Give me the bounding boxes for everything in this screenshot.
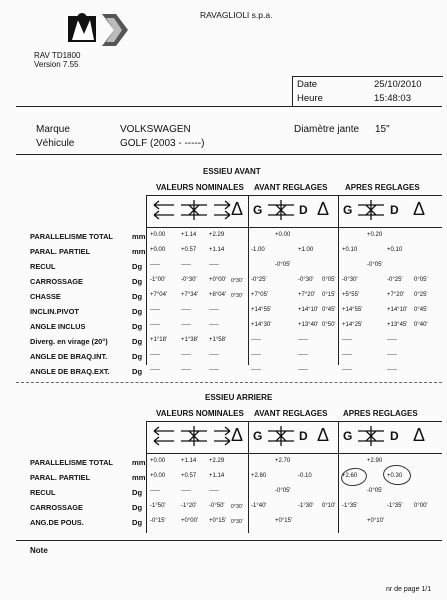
nominal-mid: ----- — [181, 322, 191, 328]
handwritten-circle-left — [340, 466, 368, 487]
after-left: +5°55' — [342, 292, 360, 298]
nominal-max: +1°58' — [209, 337, 227, 343]
row-unit: Dg — [132, 277, 143, 286]
nominal-mid: +7°34' — [181, 292, 199, 298]
nominal-min: +1°18' — [150, 337, 168, 343]
delta-symbol: Δ — [231, 425, 244, 445]
before-total: -0°05' — [275, 488, 291, 494]
row-label: CARROSSAGE — [30, 277, 83, 286]
section-separator — [16, 382, 442, 383]
nominal-min: ----- — [150, 307, 160, 313]
rim-label: Diamètre jante — [294, 124, 360, 135]
rear-axle-title: ESSIEU ARRIERE — [205, 393, 273, 402]
front-col-before: AVANT REGLAGES — [254, 183, 328, 192]
left-g-label: G — [343, 203, 353, 217]
toe-center-icon — [356, 425, 386, 447]
toe-center-icon — [266, 425, 296, 447]
toe-out-icon — [150, 200, 176, 220]
nominal-min: +7°04' — [150, 292, 168, 298]
vehicle-label: Véhicule — [36, 138, 75, 149]
before-right: +14°10' — [298, 307, 319, 313]
before-right: ----- — [298, 337, 308, 343]
right-d-label: D — [299, 429, 308, 443]
nominal-mid: +0°00' — [181, 518, 199, 524]
after-left: +14°25' — [342, 322, 363, 328]
left-g-label: G — [253, 203, 263, 217]
right-d-label: D — [390, 203, 399, 217]
after-total: -0°05' — [367, 262, 383, 268]
delta-symbol: Δ — [231, 199, 244, 219]
toe-center-icon — [356, 199, 386, 221]
after-right: ----- — [387, 337, 397, 343]
nominal-min: -1°50' — [150, 503, 166, 509]
row-label: RECUL — [30, 262, 56, 271]
row-unit: Dg — [132, 322, 143, 331]
nominal-tolerance: 0°30' — [231, 519, 243, 525]
row-unit: Dg — [132, 337, 143, 346]
toe-out-icon — [150, 426, 176, 446]
nominal-min: ----- — [150, 322, 160, 328]
divider — [16, 540, 442, 541]
front-header-top-border — [146, 195, 442, 196]
delta-symbol: Δ — [413, 425, 426, 445]
row-label: ANG.DE POUS. — [30, 518, 84, 527]
before-left: +7°05' — [251, 292, 269, 298]
row-unit: Dg — [132, 352, 143, 361]
row-label: RECUL — [30, 488, 56, 497]
nominal-min: ----- — [150, 352, 160, 358]
model-name: RAV TD1800 — [34, 51, 81, 60]
before-right: -1°30' — [298, 503, 314, 509]
after-right: ----- — [387, 352, 397, 358]
nominal-mid: ----- — [181, 262, 191, 268]
before-right: -0°30' — [298, 277, 314, 283]
nominal-mid: +1.14 — [181, 232, 197, 238]
left-g-label: G — [253, 429, 263, 443]
before-delta: 0°45' — [322, 307, 336, 313]
after-left: ----- — [342, 367, 352, 373]
handwritten-circle-right — [382, 464, 412, 487]
nominal-tolerance: 0°30' — [231, 293, 243, 299]
after-delta: 0°25' — [414, 292, 428, 298]
before-total: +0°15' — [275, 518, 293, 524]
after-left: ----- — [342, 337, 352, 343]
row-label: ANGLE DE BRAQ.INT. — [30, 352, 108, 361]
date-value: 25/10/2010 — [374, 79, 422, 90]
before-right: ----- — [298, 352, 308, 358]
delta-symbol: Δ — [317, 199, 330, 219]
after-right: -0°25' — [387, 277, 403, 283]
after-delta: 0°05' — [414, 277, 428, 283]
nominal-tolerance: 0°30' — [231, 504, 243, 510]
left-g-label: G — [343, 429, 353, 443]
before-left: ----- — [251, 367, 261, 373]
rim-value: 15" — [375, 124, 390, 135]
nominal-mid: +0.57 — [181, 473, 197, 479]
before-left: -1°40' — [251, 503, 267, 509]
after-delta: 0°45' — [414, 307, 428, 313]
nominal-mid: +0.57 — [181, 247, 197, 253]
before-delta: 0°15' — [322, 292, 336, 298]
nominal-max: ----- — [209, 352, 219, 358]
row-label: PARALLELISME TOTAL — [30, 458, 113, 467]
time-label: Heure — [297, 93, 323, 104]
row-label: CHASSE — [30, 292, 61, 301]
front-col-divider — [248, 195, 249, 365]
date-label: Date — [297, 79, 318, 90]
nominal-min: +0.00 — [150, 458, 166, 464]
nominal-min: +0.00 — [150, 247, 166, 253]
front-col-divider — [338, 195, 339, 365]
rear-col-nominal: VALEURS NOMINALES — [156, 409, 244, 418]
nominal-mid: ----- — [181, 307, 191, 313]
row-unit: Dg — [132, 292, 143, 301]
after-right: +0.10 — [387, 247, 403, 253]
nominal-max: -0°50' — [209, 503, 225, 509]
after-right: +13°45' — [387, 322, 408, 328]
model-info — [34, 51, 80, 69]
before-delta: 0°50' — [322, 322, 336, 328]
nominal-min: +0.00 — [150, 473, 166, 479]
nominal-max: +0°15' — [209, 518, 227, 524]
rear-header-bottom-border — [146, 453, 442, 454]
delta-symbol: Δ — [317, 425, 330, 445]
row-unit: mm — [132, 232, 146, 241]
before-left: +14°55' — [251, 307, 272, 313]
after-total: +0.20 — [367, 232, 383, 238]
rear-header-top-border — [146, 421, 442, 422]
nominal-mid: -1°20' — [181, 503, 197, 509]
nominal-max: +8°04' — [209, 292, 227, 298]
rear-col-divider — [146, 421, 147, 533]
toe-center-icon — [266, 199, 296, 221]
front-col-nominal: VALEURS NOMINALES — [156, 183, 244, 192]
row-label: INCLIN.PIVOT — [30, 307, 79, 316]
nominal-max: +1.14 — [209, 473, 225, 479]
brand-label: Marque — [36, 124, 70, 135]
divider — [16, 154, 442, 155]
toe-center-icon — [179, 425, 209, 447]
before-delta: 0°10' — [322, 503, 336, 509]
row-unit: mm — [132, 473, 146, 482]
nominal-max: ----- — [209, 307, 219, 313]
row-label: ANGLE INCLUS — [30, 322, 86, 331]
brand-value: VOLKSWAGEN — [120, 124, 191, 135]
row-unit: Dg — [132, 367, 143, 376]
after-left: +14°55' — [342, 307, 363, 313]
before-total: -0°05' — [275, 262, 291, 268]
nominal-mid: ----- — [181, 488, 191, 494]
before-left: ----- — [251, 337, 261, 343]
nominal-max: +2.29 — [209, 232, 225, 238]
time-value: 15:48:03 — [374, 93, 411, 104]
nominal-min: +0.00 — [150, 232, 166, 238]
before-left: +2.80 — [251, 473, 267, 479]
toe-center-icon — [179, 199, 209, 221]
after-left: +2.60 — [342, 473, 358, 479]
rear-col-divider — [338, 421, 339, 533]
nominal-mid: -0°30' — [181, 277, 197, 283]
nominal-max: +1.14 — [209, 247, 225, 253]
front-axle-title: ESSIEU AVANT — [203, 167, 261, 176]
after-left: -1°35' — [342, 503, 358, 509]
right-d-label: D — [299, 203, 308, 217]
after-delta: 0°40' — [414, 322, 428, 328]
rear-col-before: AVANT REGLAGES — [254, 409, 328, 418]
company-logo — [68, 10, 134, 50]
after-total: +2.90 — [367, 458, 383, 464]
front-header-bottom-border — [146, 227, 442, 228]
after-total: -0°05' — [367, 488, 383, 494]
row-unit: mm — [132, 458, 146, 467]
before-right: +13°40' — [298, 322, 319, 328]
before-delta: 0°05' — [322, 277, 336, 283]
after-total: +0°10' — [367, 518, 385, 524]
nominal-max: ----- — [209, 488, 219, 494]
row-unit: Dg — [132, 488, 143, 497]
before-left: ----- — [251, 352, 261, 358]
after-right: +14°10' — [387, 307, 408, 313]
nominal-mid: ----- — [181, 367, 191, 373]
row-unit: mm — [132, 247, 146, 256]
before-left: +14°30' — [251, 322, 272, 328]
after-delta: 0°00' — [414, 503, 428, 509]
before-total: +2.70 — [275, 458, 291, 464]
right-d-label: D — [390, 429, 399, 443]
row-label: PARAL. PARTIEL — [30, 473, 91, 482]
before-right: -0.10 — [298, 473, 312, 479]
software-version: Version 7.55 — [34, 60, 79, 69]
row-unit: Dg — [132, 503, 143, 512]
after-right: +0.30 — [387, 473, 403, 479]
nominal-mid: ----- — [181, 352, 191, 358]
row-unit: Dg — [132, 518, 143, 527]
nominal-min: -1°00' — [150, 277, 166, 283]
company-name: RAVAGLIOLI s.p.a. — [200, 10, 273, 20]
nominal-mid: +1.14 — [181, 458, 197, 464]
nominal-tolerance: 0°30' — [231, 278, 243, 284]
row-label: PARAL. PARTIEL — [30, 247, 91, 256]
row-label: ANGLE DE BRAQ.EXT. — [30, 367, 110, 376]
before-right: +7°20' — [298, 292, 316, 298]
after-right: +7°20' — [387, 292, 405, 298]
nominal-min: ----- — [150, 367, 160, 373]
nominal-min: ----- — [150, 262, 160, 268]
after-left: ----- — [342, 352, 352, 358]
row-unit: Dg — [132, 262, 143, 271]
vehicle-value: GOLF (2003 - -----) — [120, 138, 205, 149]
nominal-max: ----- — [209, 322, 219, 328]
after-right: -1°35' — [387, 503, 403, 509]
row-label: PARALLELISME TOTAL — [30, 232, 113, 241]
before-left: -1.00 — [251, 247, 265, 253]
row-unit: Dg — [132, 307, 143, 316]
delta-symbol: Δ — [413, 199, 426, 219]
before-right: +1.00 — [298, 247, 314, 253]
nominal-min: -0°15' — [150, 518, 166, 524]
page-number: nr de page 1/1 — [386, 586, 432, 593]
before-right: ----- — [298, 367, 308, 373]
before-left: -0°25' — [251, 277, 267, 283]
nominal-min: ----- — [150, 488, 160, 494]
nominal-mid: +1°38' — [181, 337, 199, 343]
front-col-after: APRES REGLAGES — [345, 183, 420, 192]
after-right: ----- — [387, 367, 397, 373]
nominal-max: ----- — [209, 367, 219, 373]
before-total: +0.00 — [275, 232, 291, 238]
nominal-max: +0°00' — [209, 277, 227, 283]
row-label: CARROSSAGE — [30, 503, 83, 512]
note-label: Note — [30, 546, 48, 555]
divider — [16, 106, 442, 107]
nominal-max: ----- — [209, 262, 219, 268]
nominal-max: +2.29 — [209, 458, 225, 464]
rear-col-after: APRES REGLAGES — [343, 409, 418, 418]
after-left: -0°30' — [342, 277, 358, 283]
row-label: Diverg. en virage (20°) — [30, 337, 108, 346]
rear-col-divider — [248, 421, 249, 533]
after-left: +0.10 — [342, 247, 358, 253]
front-col-divider — [146, 195, 147, 365]
